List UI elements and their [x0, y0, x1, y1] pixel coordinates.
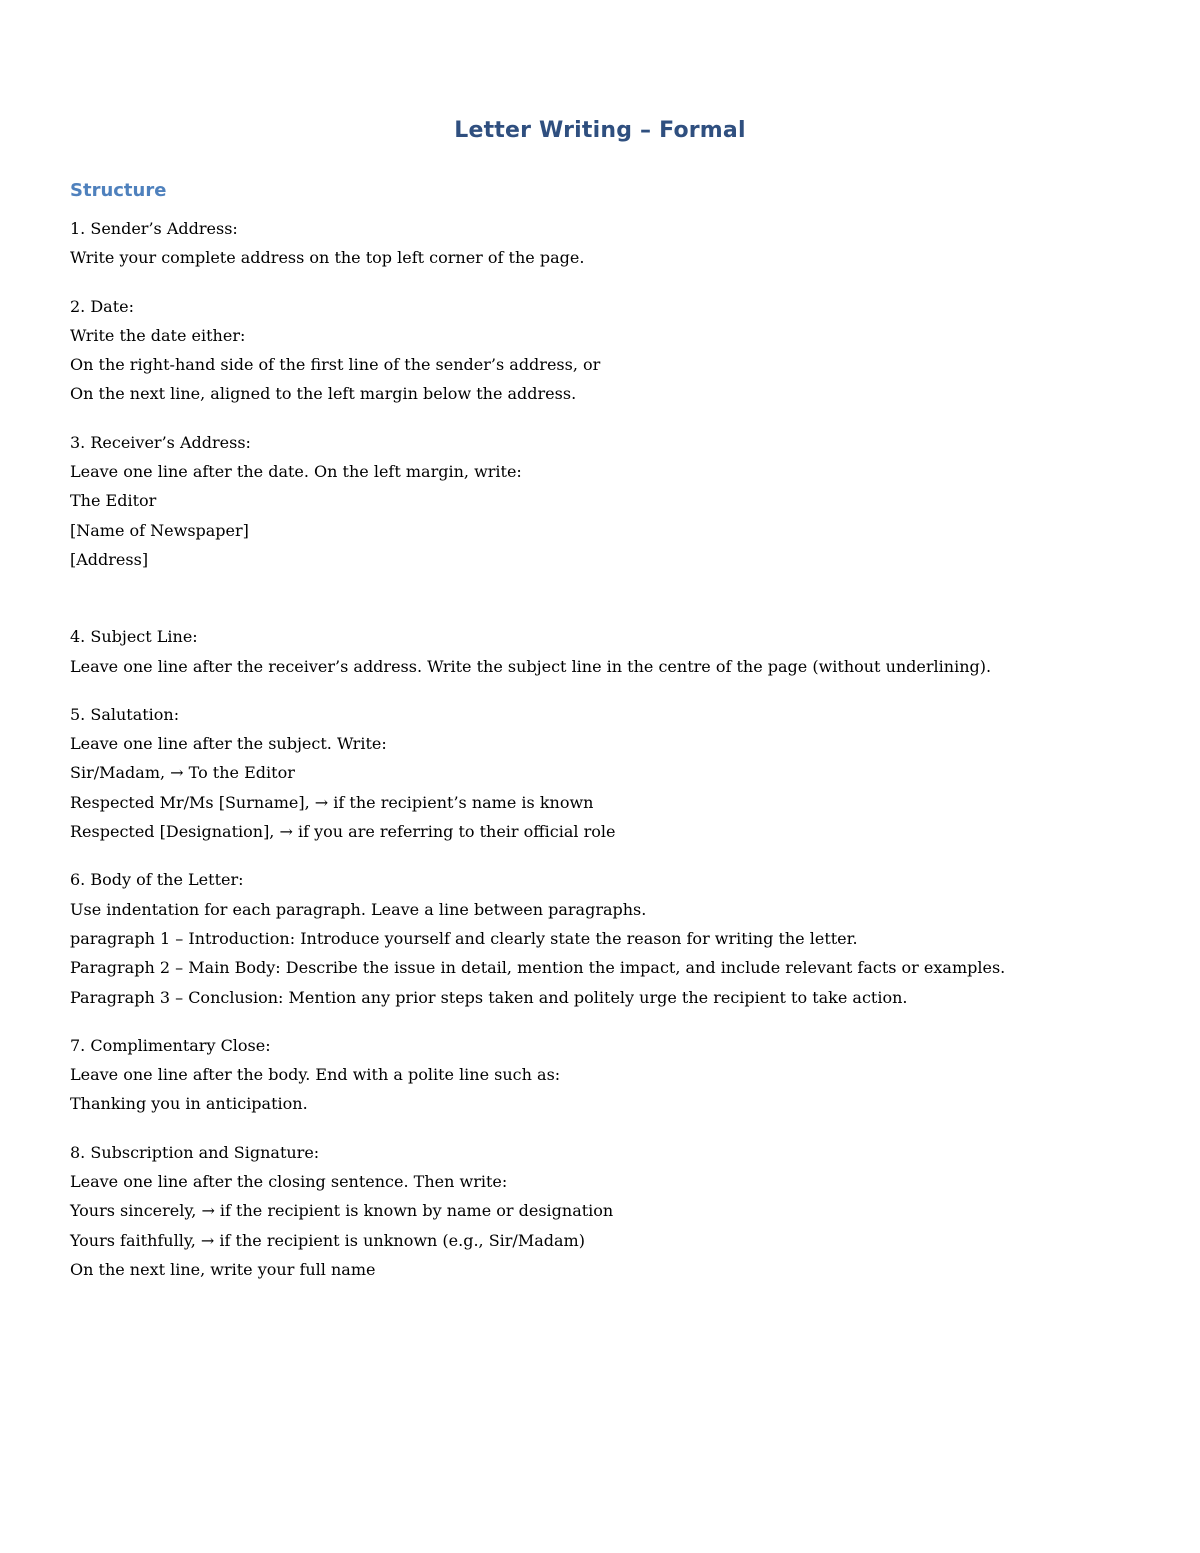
- item-senders-address: [70, 214, 1170, 273]
- item-line: Paragraph 2 – Main Body: Describe the issue in detail, mention the impact, and include relevant facts or examples.: [70, 958, 1006, 978]
- item-line: On the next line, aligned to the left margin below the address.: [70, 384, 577, 404]
- item-line: [Address]: [70, 549, 149, 569]
- item-line: paragraph 1 – Introduction: Introduce yourself and clearly state the reason for writing the letter.: [70, 928, 858, 948]
- item-line: Leave one line after the body. End with a polite line such as:: [70, 1065, 561, 1085]
- item-subscription-signature: [70, 1138, 1170, 1284]
- item-line: On the next line, write your full name: [70, 1259, 376, 1279]
- item-heading: 5. Salutation:: [70, 704, 180, 724]
- item-line: Thanking you in anticipation.: [70, 1094, 308, 1114]
- item-body-of-letter: [70, 865, 1170, 1011]
- item-heading: 4. Subject Line:: [70, 627, 198, 647]
- item-heading: 2. Date:: [70, 296, 135, 316]
- item-line: Leave one line after the closing sentence. Then write:: [70, 1172, 508, 1192]
- item-date: [70, 292, 1170, 409]
- item-heading: 8. Subscription and Signature:: [70, 1142, 320, 1162]
- item-line: Respected [Designation], → if you are referring to their official role: [70, 822, 616, 842]
- item-line: Write your complete address on the top left corner of the page.: [70, 248, 585, 268]
- item-line: On the right-hand side of the first line of the sender’s address, or: [70, 355, 601, 375]
- item-line: The Editor: [70, 491, 157, 511]
- item-salutation: [70, 700, 1170, 846]
- item-receivers-address: [70, 428, 1170, 574]
- item-heading: 7. Complimentary Close:: [70, 1035, 271, 1055]
- item-heading: 3. Receiver’s Address:: [70, 432, 251, 452]
- item-complimentary-close: [70, 1031, 1170, 1119]
- item-line: Sir/Madam, → To the Editor: [70, 763, 295, 783]
- item-line: Leave one line after the subject. Write:: [70, 734, 387, 754]
- item-line: Yours sincerely, → if the recipient is known by name or designation: [70, 1201, 614, 1221]
- item-subject-line: [70, 622, 1170, 681]
- page-title: Letter Writing – Formal: [454, 118, 746, 143]
- item-line: [Name of Newspaper]: [70, 520, 249, 540]
- item-heading: 6. Body of the Letter:: [70, 870, 244, 890]
- structure-list: [70, 214, 1170, 1303]
- section-heading-structure: Structure: [70, 180, 167, 201]
- item-line: Leave one line after the date. On the left margin, write:: [70, 462, 522, 482]
- item-line: Respected Mr/Ms [Surname], → if the recipient’s name is known: [70, 792, 594, 812]
- item-line: Use indentation for each paragraph. Leave a line between paragraphs.: [70, 899, 647, 919]
- item-line: Write the date either:: [70, 325, 246, 345]
- item-line: Leave one line after the receiver’s address. Write the subject line in the centre of the page (without underlining).: [70, 656, 992, 676]
- item-line: Yours faithfully, → if the recipient is unknown (e.g., Sir/Madam): [70, 1230, 585, 1250]
- item-line: Paragraph 3 – Conclusion: Mention any prior steps taken and politely urge the recipient to take action.: [70, 987, 908, 1007]
- item-heading: 1. Sender’s Address:: [70, 219, 238, 238]
